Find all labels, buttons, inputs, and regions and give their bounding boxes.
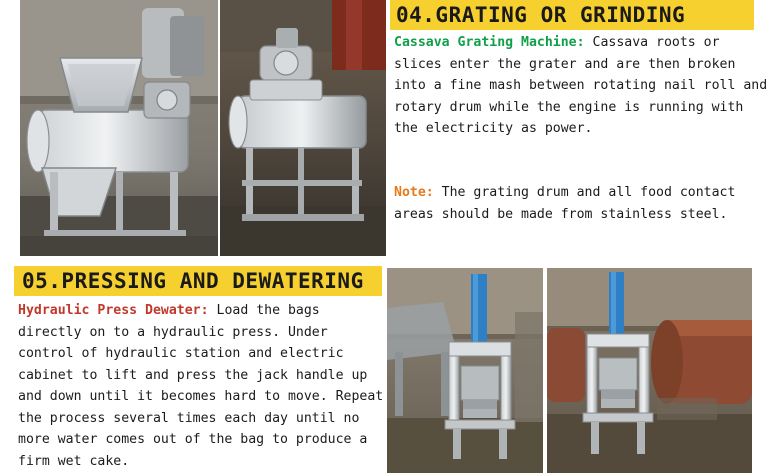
section-04-heading: 04.GRATING OR GRINDING [390, 0, 754, 30]
grating-machine-image-1 [20, 0, 218, 256]
hydraulic-press-image-1 [387, 268, 543, 473]
section-04-lead: Cassava Grating Machine: [394, 35, 585, 50]
section-05-lead: Hydraulic Press Dewater: [18, 303, 209, 318]
photo-hydraulic-press-2 [547, 268, 752, 473]
photo-grating-machine-2 [220, 0, 386, 256]
photo-hydraulic-press-1 [387, 268, 543, 473]
section-04-text-block [390, 0, 772, 258]
section-pressing-and-dewatering [0, 258, 772, 473]
section-04-paragraph [394, 32, 768, 140]
section-04-note-body: The grating drum and all food contact areas should be made from stainless steel. [394, 185, 736, 222]
section-05-heading: 05.PRESSING AND DEWATERING [14, 266, 382, 296]
grating-machine-image-2 [220, 0, 386, 256]
section-05-body: Load the bags directly on to a hydraulic press. Under control of hydraulic station and electric cabinet to lift and press the jack handle up and down until it becomes hard to move. Repeat the process several times each day until no more water comes out of the bag to produce a firm wet cake. [18, 303, 384, 469]
section-04-body: Cassava roots or slices enter the grater and are then broken into a fine mash between rotating nail roll and rotary drum while the engine is running with the electricity as power. [394, 35, 768, 136]
section-05-paragraph [18, 300, 384, 472]
section-04-note-lead: Note: [394, 185, 434, 200]
photo-grating-machine-1 [20, 0, 218, 256]
hydraulic-press-image-2 [547, 268, 752, 473]
section-04-note [394, 182, 768, 225]
